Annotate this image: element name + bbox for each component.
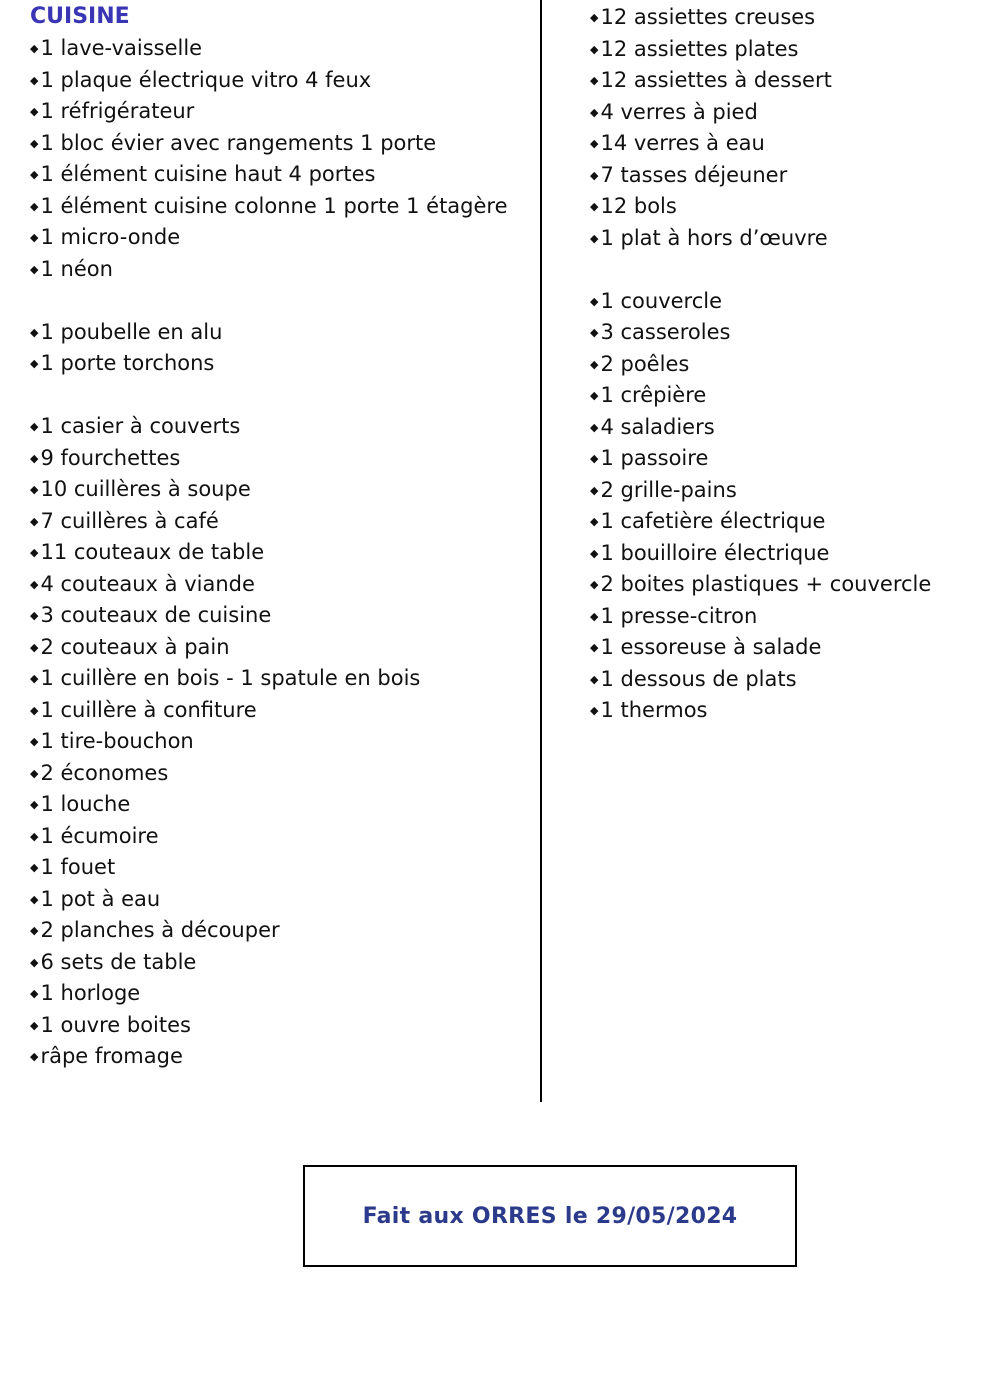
list-item-label: 1 passoire [600, 446, 709, 470]
bullet-icon: ◆ [30, 42, 39, 55]
bullet-icon: ◆ [590, 389, 599, 402]
list-item-label: 1 essoreuse à salade [600, 635, 822, 659]
list-item [30, 506, 508, 538]
bullet-icon: ◆ [590, 357, 599, 371]
list-item [590, 2, 931, 34]
list-item-label: 1 bloc évier avec rangements 1 porte [40, 130, 437, 155]
list-item [30, 254, 508, 286]
list-item-label: 4 verres à pied [600, 99, 758, 124]
list-spacer [30, 285, 508, 317]
footer-text: Fait aux ORRES le 29/05/2024 [362, 1203, 738, 1229]
list-item-label: 6 sets de table [40, 949, 197, 974]
list-item [30, 947, 508, 979]
list-item [30, 758, 508, 790]
list-item [590, 695, 931, 727]
list-item-label: 1 cuillère en bois - 1 spatule en bois [40, 666, 421, 690]
list-item-label: 1 poubelle en alu [40, 319, 223, 344]
list-item-label: 1 élément cuisine colonne 1 porte 1 étagère [40, 193, 508, 218]
list-item-label: 9 fourchettes [40, 445, 181, 470]
list-item [590, 538, 931, 570]
bullet-icon: ◆ [30, 483, 39, 496]
bullet-icon: ◆ [30, 105, 39, 118]
list-item-label: 1 presse-citron [600, 603, 758, 628]
list-item-label: 1 micro-onde [40, 225, 181, 249]
bullet-icon: ◆ [30, 609, 39, 622]
list-item [30, 1041, 508, 1073]
bullet-icon: ◆ [590, 42, 599, 56]
list-item-label: 10 cuillères à soupe [40, 477, 251, 501]
list-item [30, 915, 508, 947]
list-item [30, 726, 508, 758]
left-inventory-list [30, 33, 508, 1073]
list-item-label: 2 planches à découper [40, 918, 280, 942]
bullet-icon: ◆ [590, 200, 599, 213]
column-divider [540, 0, 542, 1102]
list-item [30, 443, 508, 475]
list-item-label: 14 verres à eau [600, 131, 765, 155]
list-item [590, 34, 931, 66]
list-item-label: 12 assiettes à dessert [600, 68, 832, 92]
list-item [30, 128, 508, 160]
bullet-icon: ◆ [30, 1018, 39, 1032]
list-item-label: 7 cuillères à café [40, 508, 219, 533]
list-item-label: 7 tasses déjeuner [600, 162, 788, 187]
bullet-icon: ◆ [30, 199, 39, 213]
list-item [30, 348, 508, 380]
bullet-icon: ◆ [590, 672, 599, 686]
list-item-label: 1 ouvre boites [40, 1012, 191, 1037]
list-item [590, 569, 931, 601]
list-item [30, 33, 508, 65]
list-spacer [30, 380, 508, 412]
list-item-label: 2 poêles [600, 351, 690, 376]
list-item-label: 1 porte torchons [40, 351, 215, 375]
list-item [30, 695, 508, 727]
bullet-icon: ◆ [590, 168, 599, 182]
bullet-icon: ◆ [30, 231, 39, 244]
list-item [30, 96, 508, 128]
list-item-label: 1 néon [40, 256, 113, 281]
bullet-icon: ◆ [30, 766, 39, 780]
bullet-icon: ◆ [590, 546, 599, 560]
list-item [590, 286, 931, 318]
list-item-label: 2 grille-pains [600, 477, 737, 502]
list-item-label: 1 plat à hors d’œuvre [600, 225, 828, 250]
bullet-icon: ◆ [30, 577, 39, 591]
list-item-label: 1 réfrigérateur [40, 99, 195, 123]
list-item [30, 474, 508, 506]
bullet-icon: ◆ [590, 11, 599, 24]
list-item-label: 3 couteaux de cuisine [40, 603, 272, 627]
list-item [30, 411, 508, 443]
bullet-icon: ◆ [30, 546, 39, 559]
bullet-icon: ◆ [30, 420, 39, 433]
list-item-label: 3 casseroles [600, 320, 731, 344]
list-item-label: 1 bouilloire électrique [600, 540, 830, 565]
list-item [590, 191, 931, 223]
list-item [30, 978, 508, 1010]
bullet-icon: ◆ [590, 231, 599, 245]
list-item [30, 569, 508, 601]
bullet-icon: ◆ [590, 294, 599, 308]
list-item [30, 852, 508, 884]
list-item [590, 632, 931, 664]
bullet-icon: ◆ [30, 861, 39, 874]
list-spacer [590, 254, 931, 286]
list-item-label: 4 saladiers [600, 414, 715, 439]
list-item-label: 12 assiettes creuses [600, 5, 816, 29]
list-item-label: 1 cuillère à confiture [40, 697, 257, 722]
list-item-label: 1 tire-bouchon [40, 729, 194, 753]
list-item [30, 663, 508, 695]
bullet-icon: ◆ [590, 609, 599, 623]
list-item [590, 664, 931, 696]
right-inventory-list [590, 2, 931, 727]
list-item-label: 1 horloge [40, 981, 141, 1005]
list-item-label: 1 couvercle [600, 288, 723, 313]
bullet-icon: ◆ [30, 325, 39, 339]
bullet-icon: ◆ [30, 829, 39, 843]
bullet-icon: ◆ [30, 672, 39, 685]
list-item [590, 349, 931, 381]
bullet-icon: ◆ [30, 640, 39, 654]
bullet-icon: ◆ [30, 703, 39, 717]
list-item [590, 380, 931, 412]
list-item [590, 475, 931, 507]
bullet-icon: ◆ [590, 74, 599, 87]
bullet-icon: ◆ [30, 955, 39, 969]
list-item-label: 1 élément cuisine haut 4 portes [40, 162, 376, 186]
list-item-label: 1 pot à eau [40, 886, 161, 911]
list-item [590, 443, 931, 475]
list-item-label: 2 couteaux à pain [40, 634, 230, 659]
bullet-icon: ◆ [590, 326, 599, 339]
bullet-icon: ◆ [590, 420, 599, 434]
list-item-label: 1 louche [40, 792, 131, 816]
section-title: CUISINE [30, 4, 130, 29]
bullet-icon: ◆ [590, 704, 599, 717]
list-item-label: 1 lave-vaisselle [40, 36, 203, 60]
list-item [590, 601, 931, 633]
bullet-icon: ◆ [30, 73, 39, 87]
list-item-label: 11 couteaux de table [40, 540, 265, 564]
list-item [590, 506, 931, 538]
list-item-label: 1 thermos [600, 698, 708, 722]
list-item [30, 789, 508, 821]
list-item [30, 884, 508, 916]
bullet-icon: ◆ [30, 357, 39, 370]
list-item-label: 1 cafetière électrique [600, 509, 826, 533]
list-item [30, 159, 508, 191]
bullet-icon: ◆ [30, 514, 39, 528]
bullet-icon: ◆ [30, 136, 39, 150]
list-item [30, 600, 508, 632]
list-item [590, 160, 931, 192]
bullet-icon: ◆ [590, 515, 599, 528]
bullet-icon: ◆ [30, 1050, 39, 1063]
list-item [30, 222, 508, 254]
list-item [590, 65, 931, 97]
list-item-label: 1 fouet [40, 855, 116, 879]
bullet-icon: ◆ [590, 105, 599, 119]
list-item-label: 2 économes [40, 760, 169, 785]
bullet-icon: ◆ [30, 262, 39, 276]
list-item-label: 2 boites plastiques + couvercle [600, 572, 932, 596]
list-item-label: 1 casier à couverts [40, 414, 241, 438]
bullet-icon: ◆ [590, 137, 599, 150]
bullet-icon: ◆ [30, 798, 39, 811]
list-item [30, 191, 508, 223]
bullet-icon: ◆ [590, 641, 599, 654]
list-item-label: 1 crêpière [600, 383, 707, 407]
list-item [590, 97, 931, 129]
list-item [30, 317, 508, 349]
list-item [30, 632, 508, 664]
list-item-label: 1 plaque électrique vitro 4 feux [40, 67, 372, 92]
list-item-label: 4 couteaux à viande [40, 571, 255, 596]
list-item [30, 821, 508, 853]
bullet-icon: ◆ [30, 451, 39, 465]
list-item [590, 223, 931, 255]
list-item-label: 1 dessous de plats [600, 666, 797, 691]
list-item [30, 65, 508, 97]
list-item-label: 12 bols [600, 194, 677, 218]
list-item [30, 1010, 508, 1042]
bullet-icon: ◆ [590, 578, 599, 591]
bullet-icon: ◆ [30, 168, 39, 181]
bullet-icon: ◆ [30, 924, 39, 937]
list-item-label: râpe fromage [40, 1044, 183, 1068]
bullet-icon: ◆ [590, 483, 599, 497]
bullet-icon: ◆ [590, 452, 599, 465]
list-item-label: 12 assiettes plates [600, 36, 799, 61]
list-item-label: 1 écumoire [40, 823, 159, 848]
bullet-icon: ◆ [30, 735, 39, 748]
bullet-icon: ◆ [30, 987, 39, 1000]
footer-box [303, 1165, 797, 1267]
list-item [30, 537, 508, 569]
list-item [590, 128, 931, 160]
list-item [590, 412, 931, 444]
bullet-icon: ◆ [30, 892, 39, 906]
list-item [590, 317, 931, 349]
